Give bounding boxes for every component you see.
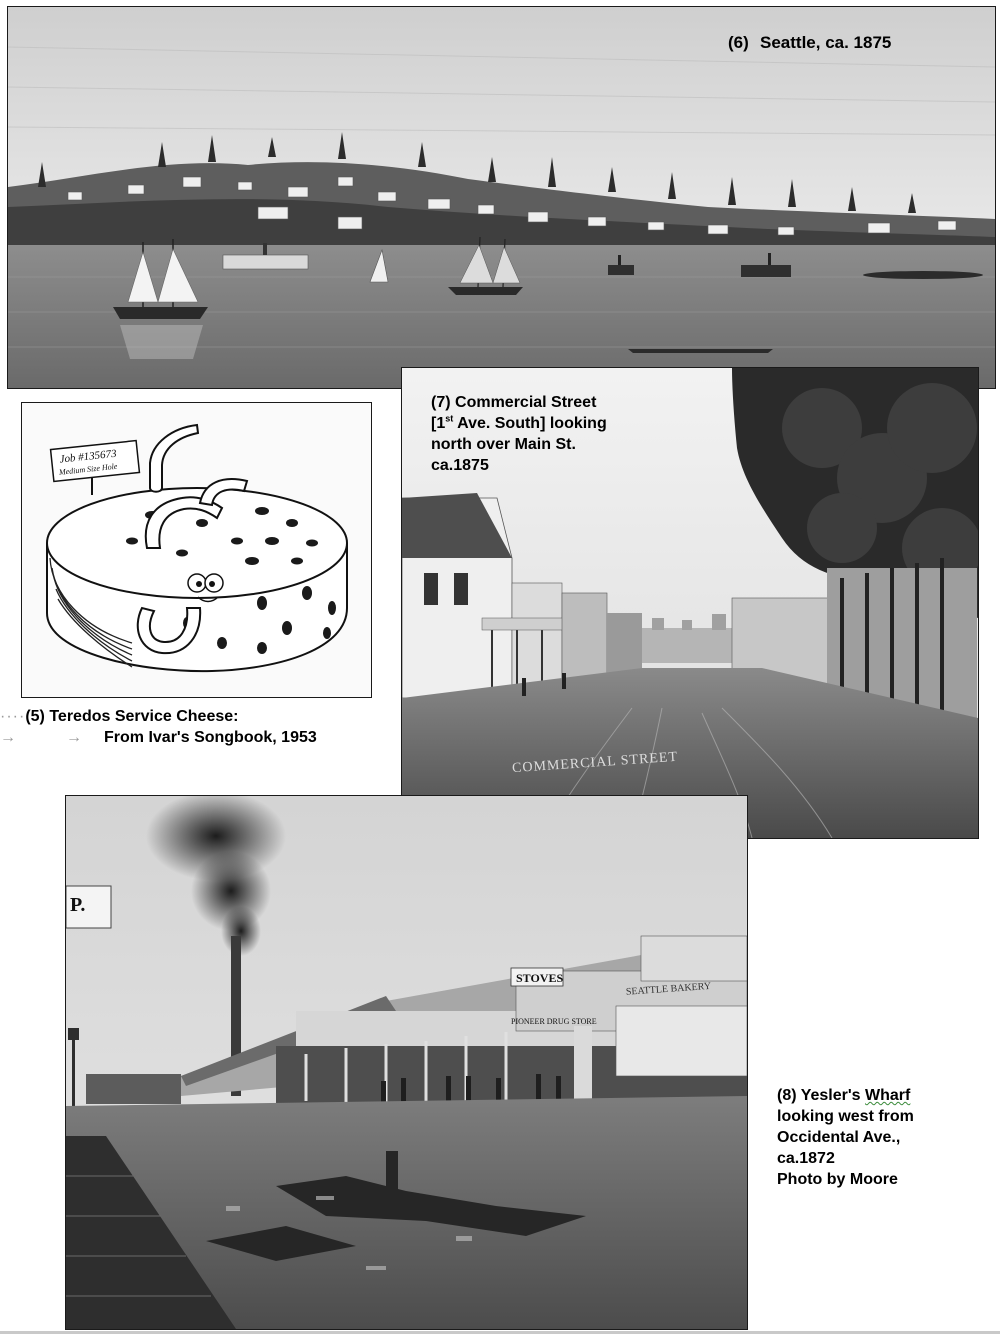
commercial-caption-sup: st (445, 413, 454, 424)
yesler-caption-number: (8) (777, 1087, 797, 1104)
cheese-cartoon-drawing (21, 402, 372, 698)
yesler-caption (777, 1085, 914, 1190)
yesler-caption-line2: looking west from (777, 1108, 914, 1125)
yesler-sign-drug: PIONEER DRUG STORE (511, 1017, 597, 1026)
cheese-sign-line1: Job #135673 (59, 447, 118, 466)
yesler-caption-line1b: Wharf (865, 1087, 911, 1104)
cheese-caption-line2: From Ivar's Songbook, 1953 (104, 729, 317, 746)
commercial-caption-line2-open: [1 (431, 415, 446, 432)
cheese-sign-line2: Medium Size Hole (58, 461, 118, 477)
seattle-harbor-image (8, 7, 995, 388)
commercial-caption (431, 392, 607, 476)
page-bottom-rule (0, 1331, 1000, 1334)
yesler-caption-line4: ca.1872 (777, 1150, 835, 1167)
yesler-wharf-photo (65, 795, 748, 1330)
cheese-caption: ····(5) Teredos Service Cheese: → → From Ivar's Songbook, 1953 (0, 708, 317, 746)
yesler-caption-line3: Occidental Ave., (777, 1129, 901, 1146)
cheese-caption-number: (5) (25, 708, 45, 725)
yesler-caption-line1a: Yesler's (800, 1087, 861, 1104)
yesler-sign-seattle: SEATTLE BAKERY (625, 980, 712, 998)
tab-arrow-icon: → (66, 729, 82, 746)
yesler-sign-stoves: STOVES (516, 971, 564, 985)
tab-arrow-icon: → (0, 729, 16, 746)
commercial-caption-line1: Commercial Street (455, 394, 597, 411)
commercial-caption-line3: north over Main St. (431, 436, 576, 453)
cheese-caption-line1: Teredos Service Cheese: (49, 708, 239, 725)
commercial-caption-line2-rest: Ave. South] looking (453, 415, 607, 432)
seattle-panorama-photo (7, 6, 996, 389)
yesler-caption-line5: Photo by Moore (777, 1171, 898, 1188)
commercial-street-scrawl: COMMERCIAL STREET (511, 749, 679, 777)
yesler-sign-p: P. (70, 894, 86, 916)
commercial-caption-number: (7) (431, 394, 451, 411)
seattle-caption-text: Seattle, ca. 1875 (760, 33, 892, 52)
teredos-cheese-image (22, 403, 371, 697)
yesler-wharf-image (66, 796, 747, 1329)
commercial-caption-line4: ca.1875 (431, 457, 489, 474)
seattle-caption-number: (6) (728, 33, 749, 52)
